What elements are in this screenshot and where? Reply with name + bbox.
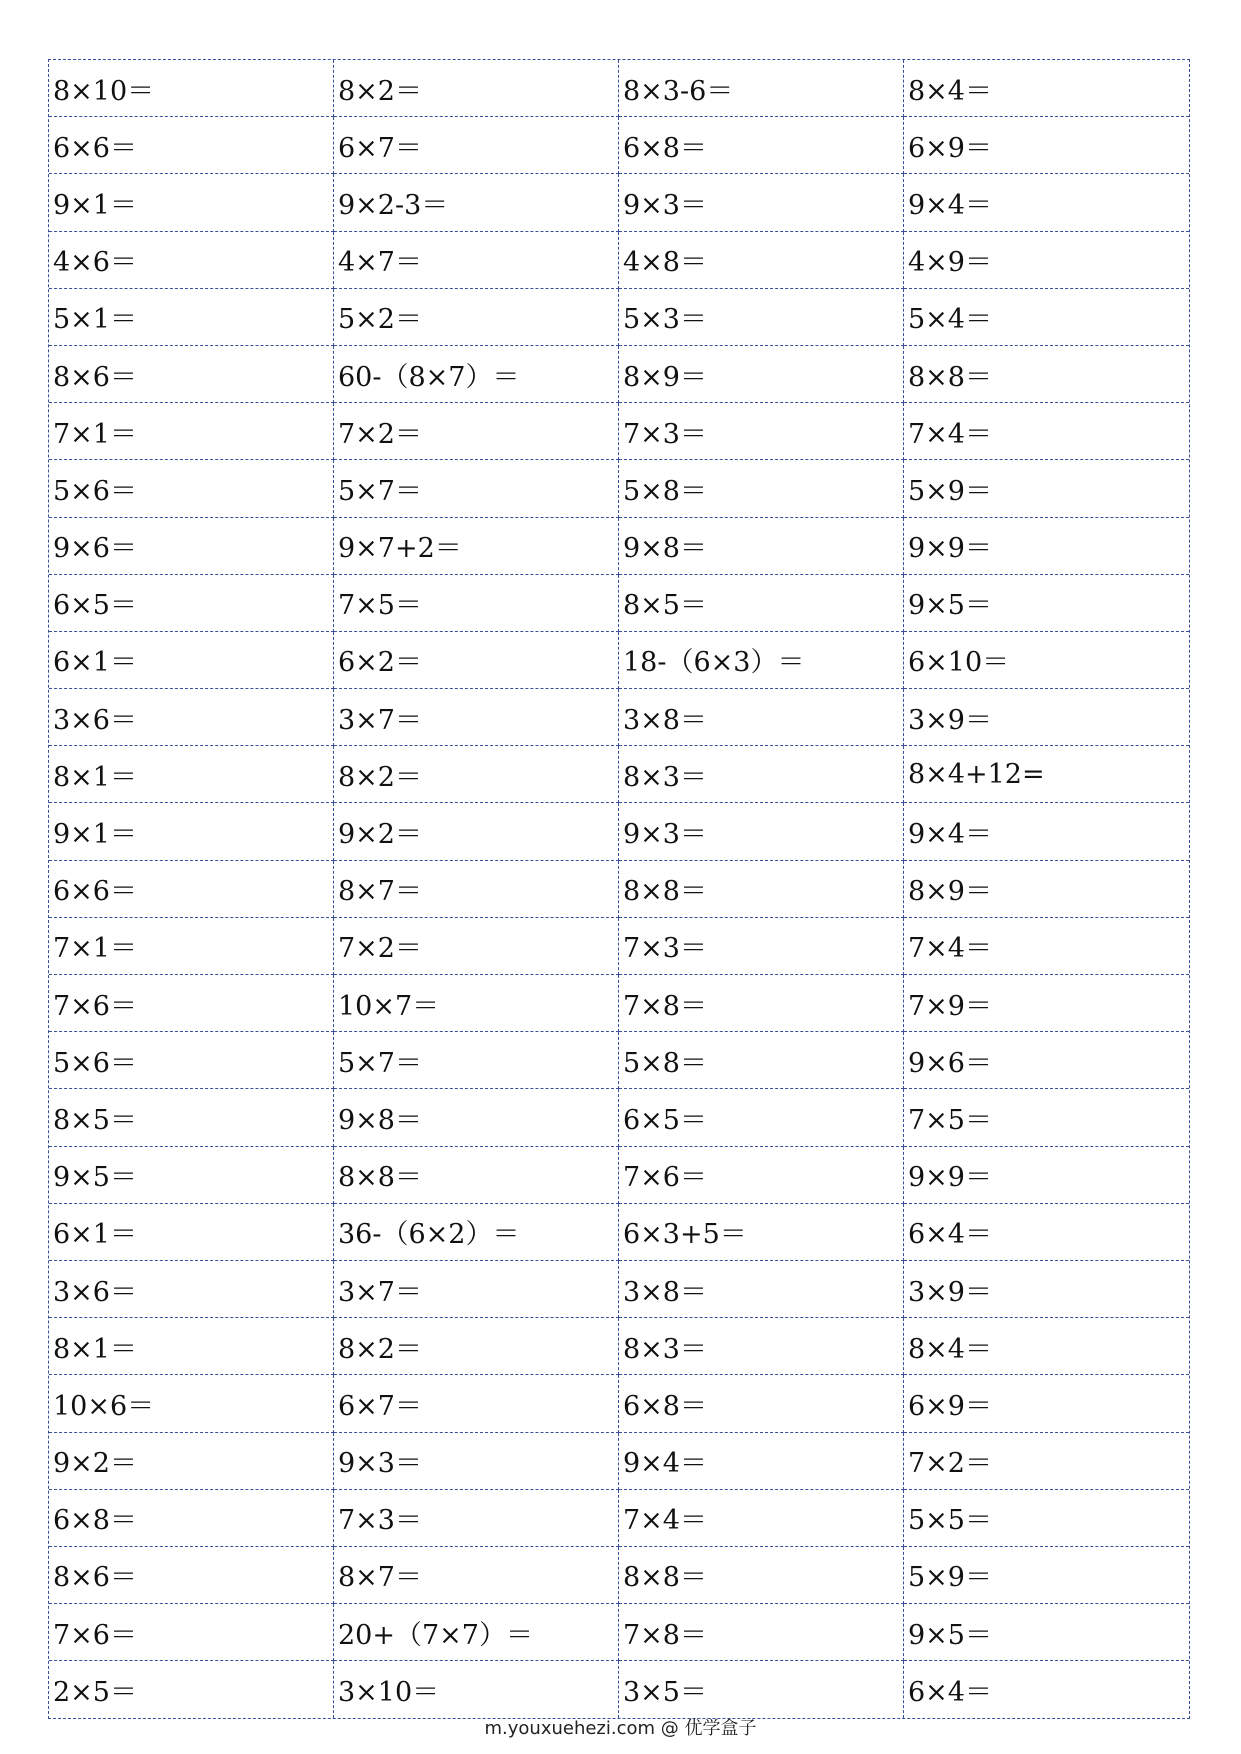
exercise-cell: 6×1＝ bbox=[49, 632, 334, 689]
exercise-cell: 2×5＝ bbox=[49, 1661, 334, 1718]
exercise-cell: 7×8＝ bbox=[619, 975, 904, 1032]
exercise-cell: 6×2＝ bbox=[334, 632, 619, 689]
exercise-cell: 3×10＝ bbox=[334, 1661, 619, 1718]
exercise-cell: 7×2＝ bbox=[334, 918, 619, 975]
exercise-cell: 3×9＝ bbox=[904, 1261, 1189, 1318]
exercise-table bbox=[48, 59, 1190, 1719]
exercise-cell: 3×9＝ bbox=[904, 689, 1189, 746]
exercise-cell: 6×8＝ bbox=[619, 1375, 904, 1432]
exercise-cell: 6×1＝ bbox=[49, 1204, 334, 1261]
exercise-cell: 60-（8×7）＝ bbox=[334, 346, 619, 403]
exercise-cell: 3×6＝ bbox=[49, 1261, 334, 1318]
exercise-cell: 4×7＝ bbox=[334, 232, 619, 289]
exercise-cell: 9×4＝ bbox=[619, 1433, 904, 1490]
exercise-cell: 7×8＝ bbox=[619, 1604, 904, 1661]
exercise-cell: 5×9＝ bbox=[904, 1547, 1189, 1604]
exercise-cell: 3×8＝ bbox=[619, 689, 904, 746]
exercise-cell: 9×1＝ bbox=[49, 803, 334, 860]
exercise-cell: 7×2＝ bbox=[334, 403, 619, 460]
exercise-cell: 8×10＝ bbox=[49, 60, 334, 117]
exercise-cell: 20+（7×7）＝ bbox=[334, 1604, 619, 1661]
exercise-cell: 7×3＝ bbox=[619, 403, 904, 460]
exercise-cell: 7×1＝ bbox=[49, 918, 334, 975]
exercise-cell: 5×6＝ bbox=[49, 1032, 334, 1089]
exercise-cell: 8×3＝ bbox=[619, 746, 904, 803]
exercise-cell: 8×8＝ bbox=[904, 346, 1189, 403]
exercise-cell: 9×5＝ bbox=[904, 575, 1189, 632]
exercise-cell: 9×8＝ bbox=[619, 518, 904, 575]
exercise-cell: 9×6＝ bbox=[49, 518, 334, 575]
exercise-cell: 8×3＝ bbox=[619, 1318, 904, 1375]
exercise-cell: 7×5＝ bbox=[334, 575, 619, 632]
exercise-cell: 5×8＝ bbox=[619, 460, 904, 517]
exercise-cell: 5×8＝ bbox=[619, 1032, 904, 1089]
exercise-cell: 5×2＝ bbox=[334, 289, 619, 346]
exercise-cell: 3×7＝ bbox=[334, 689, 619, 746]
exercise-cell: 8×1＝ bbox=[49, 1318, 334, 1375]
exercise-cell: 3×8＝ bbox=[619, 1261, 904, 1318]
exercise-cell: 5×1＝ bbox=[49, 289, 334, 346]
exercise-cell: 8×8＝ bbox=[619, 1547, 904, 1604]
exercise-cell: 5×3＝ bbox=[619, 289, 904, 346]
exercise-cell: 36-（6×2）＝ bbox=[334, 1204, 619, 1261]
exercise-cell: 8×7＝ bbox=[334, 1547, 619, 1604]
exercise-cell: 6×10＝ bbox=[904, 632, 1189, 689]
exercise-cell: 9×1＝ bbox=[49, 174, 334, 231]
exercise-cell: 7×6＝ bbox=[49, 1604, 334, 1661]
exercise-cell: 4×8＝ bbox=[619, 232, 904, 289]
exercise-cell: 7×4＝ bbox=[619, 1490, 904, 1547]
exercise-cell: 9×8＝ bbox=[334, 1089, 619, 1146]
exercise-cell: 5×6＝ bbox=[49, 460, 334, 517]
exercise-cell: 7×3＝ bbox=[619, 918, 904, 975]
exercise-cell: 9×4＝ bbox=[904, 803, 1189, 860]
exercise-cell: 7×1＝ bbox=[49, 403, 334, 460]
exercise-cell: 6×9＝ bbox=[904, 1375, 1189, 1432]
exercise-cell: 3×7＝ bbox=[334, 1261, 619, 1318]
exercise-cell: 9×9＝ bbox=[904, 1147, 1189, 1204]
exercise-cell: 4×9＝ bbox=[904, 232, 1189, 289]
exercise-cell: 9×5＝ bbox=[904, 1604, 1189, 1661]
exercise-cell: 3×6＝ bbox=[49, 689, 334, 746]
exercise-cell: 6×5＝ bbox=[49, 575, 334, 632]
exercise-cell: 6×8＝ bbox=[49, 1490, 334, 1547]
exercise-cell: 3×5＝ bbox=[619, 1661, 904, 1718]
exercise-cell: 6×8＝ bbox=[619, 117, 904, 174]
exercise-cell: 6×4＝ bbox=[908, 1677, 992, 1709]
exercise-cell: 7×2＝ bbox=[904, 1433, 1189, 1490]
exercise-cell: 6×9＝ bbox=[904, 117, 1189, 174]
exercise-cell: 5×9＝ bbox=[904, 460, 1189, 517]
exercise-cell: 6×7＝ bbox=[334, 117, 619, 174]
exercise-cell: 9×2＝ bbox=[49, 1433, 334, 1490]
exercise-cell: 9×4＝ bbox=[904, 174, 1189, 231]
exercise-cell: 6×6＝ bbox=[49, 861, 334, 918]
exercise-cell: 9×9＝ bbox=[904, 518, 1189, 575]
exercise-cell: 7×5＝ bbox=[904, 1089, 1189, 1146]
exercise-cell: 9×2-3＝ bbox=[334, 174, 619, 231]
exercise-cell: 8×6＝ bbox=[49, 346, 334, 403]
exercise-cell: 8×6＝ bbox=[49, 1547, 334, 1604]
exercise-cell: 5×4＝ bbox=[904, 289, 1189, 346]
exercise-cell: 9×2＝ bbox=[334, 803, 619, 860]
exercise-cell: 6×7＝ bbox=[334, 1375, 619, 1432]
exercise-cell: 7×6＝ bbox=[49, 975, 334, 1032]
exercise-cell: 9×3＝ bbox=[619, 174, 904, 231]
exercise-cell: 7×3＝ bbox=[334, 1490, 619, 1547]
exercise-cell: 8×5＝ bbox=[49, 1089, 334, 1146]
exercise-cell: 9×6＝ bbox=[904, 1032, 1189, 1089]
exercise-cell: 7×4＝ bbox=[904, 918, 1189, 975]
exercise-cell: 8×2＝ bbox=[334, 60, 619, 117]
exercise-cell: 5×5＝ bbox=[904, 1490, 1189, 1547]
exercise-grid bbox=[49, 60, 1189, 1718]
exercise-cell: 8×7＝ bbox=[334, 861, 619, 918]
exercise-cell: 9×3＝ bbox=[334, 1433, 619, 1490]
exercise-cell: 8×2＝ bbox=[334, 1318, 619, 1375]
exercise-cell: 8×4+12= bbox=[904, 746, 1189, 803]
exercise-cell: 7×9＝ bbox=[904, 975, 1189, 1032]
exercise-cell: 8×1＝ bbox=[49, 746, 334, 803]
exercise-cell: 7×4＝ bbox=[904, 403, 1189, 460]
exercise-cell: 5×7＝ bbox=[334, 1032, 619, 1089]
exercise-cell: 8×2＝ bbox=[334, 746, 619, 803]
exercise-cell: 4×6＝ bbox=[49, 232, 334, 289]
exercise-cell: 8×3-6＝ bbox=[619, 60, 904, 117]
exercise-cell: 9×7+2＝ bbox=[334, 518, 619, 575]
exercise-cell: 10×6＝ bbox=[49, 1375, 334, 1432]
exercise-cell: 8×8＝ bbox=[334, 1147, 619, 1204]
exercise-cell: 8×9＝ bbox=[904, 861, 1189, 918]
exercise-cell: 9×5＝ bbox=[49, 1147, 334, 1204]
exercise-cell: 7×6＝ bbox=[619, 1147, 904, 1204]
site-footer: m.youxuehezi.com @ 优学盒子 bbox=[484, 1718, 757, 1739]
exercise-cell: 10×7＝ bbox=[334, 975, 619, 1032]
exercise-cell: 8×8＝ bbox=[619, 861, 904, 918]
exercise-cell: 6×3+5＝ bbox=[619, 1204, 904, 1261]
exercise-cell: 18-（6×3）＝ bbox=[619, 632, 904, 689]
exercise-cell: 8×5＝ bbox=[619, 575, 904, 632]
exercise-cell: 8×4＝ bbox=[904, 60, 1189, 117]
exercise-cell: 6×4＝ bbox=[904, 1204, 1189, 1261]
exercise-cell: 9×3＝ bbox=[619, 803, 904, 860]
exercise-cell: 8×9＝ bbox=[619, 346, 904, 403]
exercise-cell: 6×5＝ bbox=[619, 1089, 904, 1146]
exercise-cell: 8×4＝ bbox=[904, 1318, 1189, 1375]
exercise-cell: 6×6＝ bbox=[49, 117, 334, 174]
exercise-cell: 5×7＝ bbox=[334, 460, 619, 517]
